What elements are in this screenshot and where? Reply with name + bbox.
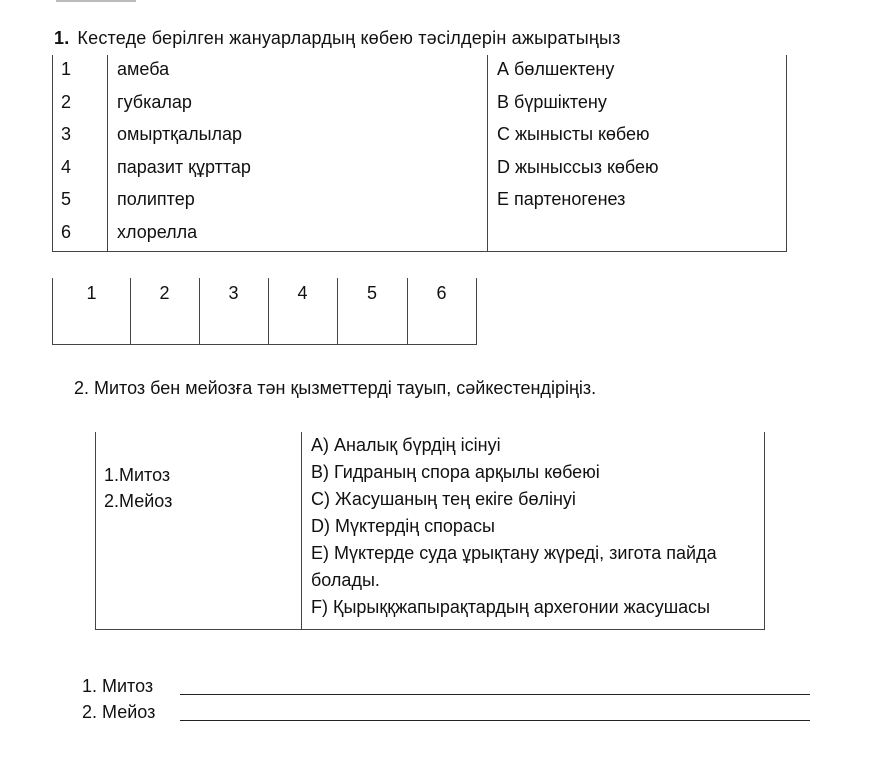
answer-line-mitosis[interactable] bbox=[180, 694, 810, 695]
answer-cell-6[interactable] bbox=[407, 278, 476, 344]
table-row bbox=[53, 153, 786, 186]
feature-item: D) Мүктердің спорасы bbox=[311, 516, 495, 536]
table-row bbox=[53, 185, 786, 218]
answer-cell-2[interactable] bbox=[130, 278, 200, 344]
top-divider bbox=[56, 0, 136, 2]
row-number: 2 bbox=[61, 91, 72, 112]
answer-cell-label: 2 bbox=[159, 283, 170, 303]
table-row bbox=[53, 218, 786, 251]
row-number: 6 bbox=[61, 222, 72, 242]
reproduction-option: D жыныссыз көбею bbox=[497, 156, 659, 177]
answer-cell-5[interactable] bbox=[337, 278, 408, 344]
row-number: 5 bbox=[61, 189, 72, 210]
process-item: 1.Митоз bbox=[104, 465, 171, 485]
reproduction-option: А бөлшектену bbox=[497, 59, 615, 79]
process-item: 2.Мейоз bbox=[104, 491, 173, 511]
feature-list bbox=[311, 432, 754, 621]
question-1-number: 1. bbox=[54, 28, 70, 48]
answer-cell-4[interactable] bbox=[268, 278, 338, 344]
answer-cell-label: 5 bbox=[366, 283, 377, 303]
animal-name: омыртқалылар bbox=[117, 124, 243, 145]
question-1-text: Кестеде берілген жануарлардың көбею тәсілдерін ажыратыңыз bbox=[77, 28, 621, 48]
row-number: 3 bbox=[61, 124, 72, 145]
answer-cell-label: 3 bbox=[228, 283, 239, 303]
answer-cell-label: 1 bbox=[86, 283, 97, 303]
feature-item: E) Мүктерде суда ұрықтану жүреді, зигота пайда болады. bbox=[311, 543, 717, 590]
reproduction-option: С жынысты көбею bbox=[497, 124, 650, 145]
table-row bbox=[53, 55, 786, 88]
question-1 bbox=[54, 28, 621, 49]
row-number: 1 bbox=[61, 59, 72, 79]
answer-line-meiosis[interactable] bbox=[180, 720, 810, 721]
reproduction-option: Е партеногенез bbox=[497, 189, 626, 210]
feature-item: A) Аналық бүрдің ісінуі bbox=[311, 435, 501, 455]
row-number: 4 bbox=[61, 156, 72, 177]
answer-label-mitosis: 1. Митоз bbox=[82, 676, 154, 696]
answer-cell-3[interactable] bbox=[199, 278, 269, 344]
answer-cell-label: 4 bbox=[297, 283, 308, 303]
answer-label-meiosis: 2. Мейоз bbox=[82, 702, 156, 722]
table-row bbox=[53, 88, 786, 121]
answer-grid bbox=[52, 278, 477, 345]
animal-name: хлорелла bbox=[117, 222, 198, 242]
animal-name: полиптер bbox=[117, 189, 195, 210]
feature-item: F) Қырыққжапырақтардың архегонии жасушасы bbox=[311, 597, 711, 617]
mitosis-meiosis-table bbox=[95, 432, 765, 630]
process-list bbox=[104, 462, 172, 514]
animals-table bbox=[52, 55, 787, 252]
feature-item: C) Жасушаның тең екіге бөлінуі bbox=[311, 489, 576, 509]
answer-cell-label: 6 bbox=[436, 283, 447, 303]
table-divider bbox=[301, 432, 302, 629]
feature-item: B) Гидраның спора арқылы көбеюі bbox=[311, 462, 600, 482]
animal-name: паразит құрттар bbox=[117, 156, 251, 177]
table-row bbox=[53, 120, 786, 153]
answer-cell-1[interactable] bbox=[53, 278, 131, 344]
animal-name: губкалар bbox=[117, 91, 192, 112]
animal-name: амеба bbox=[117, 59, 170, 79]
reproduction-option: В бүршіктену bbox=[497, 91, 607, 112]
question-2: 2. Митоз бен мейозға тән қызметтерді тауып, сәйкестендіріңіз. bbox=[74, 378, 597, 398]
